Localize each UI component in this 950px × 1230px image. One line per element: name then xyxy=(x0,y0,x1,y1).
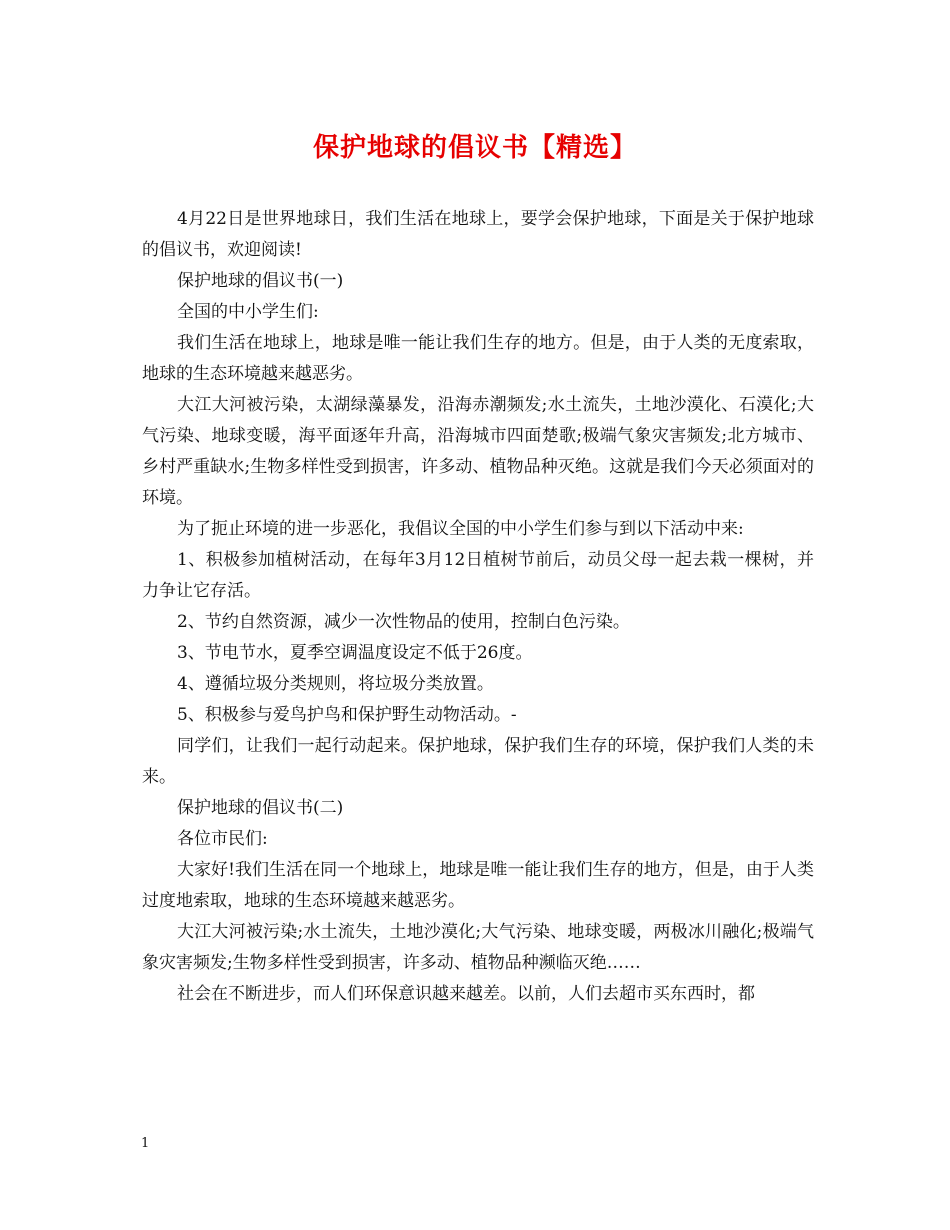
section-heading-two: 保护地球的倡议书(二) xyxy=(177,798,344,818)
section-heading-one: 保护地球的倡议书(一) xyxy=(177,271,344,291)
page-number: 1 xyxy=(141,1136,150,1151)
paragraph: 我们生活在地球上，地球是唯一能让我们生存的地方。但是，由于人类的无度索取，地球的生态环境越来越恶劣。 xyxy=(142,333,814,384)
salutation-students: 全国的中小学生们: xyxy=(177,302,319,322)
list-item: 3、节电节水，夏季空调温度设定不低于26度。 xyxy=(177,643,533,663)
paragraph: 为了扼止环境的进一步恶化，我倡议全国的中小学生们参与到以下活动中来: xyxy=(177,519,744,539)
paragraph: 大家好!我们生活在同一个地球上，地球是唯一能让我们生存的地方，但是，由于人类过度地索取，地球的生态环境越来越恶劣。 xyxy=(142,860,814,911)
document-title: 保护地球的倡议书【精选】 xyxy=(312,133,637,163)
salutation-citizens: 各位市民们: xyxy=(177,829,268,849)
document-body xyxy=(142,204,814,1010)
paragraph: 同学们，让我们一起行动起来。保护地球，保护我们生存的环境，保护我们人类的未来。 xyxy=(142,736,814,787)
list-item: 1、积极参加植树活动，在每年3月12日植树节前后，动员父母一起去栽一棵树，并力争让它存活。 xyxy=(142,550,814,601)
list-item: 4、遵循垃圾分类规则，将垃圾分类放置。 xyxy=(177,674,494,694)
list-item: 2、节约自然资源，减少一次性物品的使用，控制白色污染。 xyxy=(177,612,630,632)
paragraph-intro: 4月22日是世界地球日，我们生活在地球上，要学会保护地球，下面是关于保护地球的倡议书，欢迎阅读! xyxy=(142,209,814,260)
paragraph: 大江大河被污染，太湖绿藻暴发，沿海赤潮频发;水土流失，土地沙漠化、石漠化;大气污染、地球变暖，海平面逐年升高，沿海城市四面楚歌;极端气象灾害频发;北方城市、乡村严重缺水;生物多样性受到损害，许多动、植物品种灭绝。这就是我们今天必须面对的环境。 xyxy=(142,395,814,508)
list-item: 5、积极参与爱鸟护鸟和保护野生动物活动。- xyxy=(177,705,517,725)
paragraph: 社会在不断进步，而人们环保意识越来越差。以前，人们去超市买东西时，都 xyxy=(177,984,755,1004)
paragraph: 大江大河被污染;水土流失，土地沙漠化;大气污染、地球变暖，两极冰川融化;极端气象灾害频发;生物多样性受到损害，许多动、植物品种濒临灭绝…… xyxy=(142,922,814,973)
